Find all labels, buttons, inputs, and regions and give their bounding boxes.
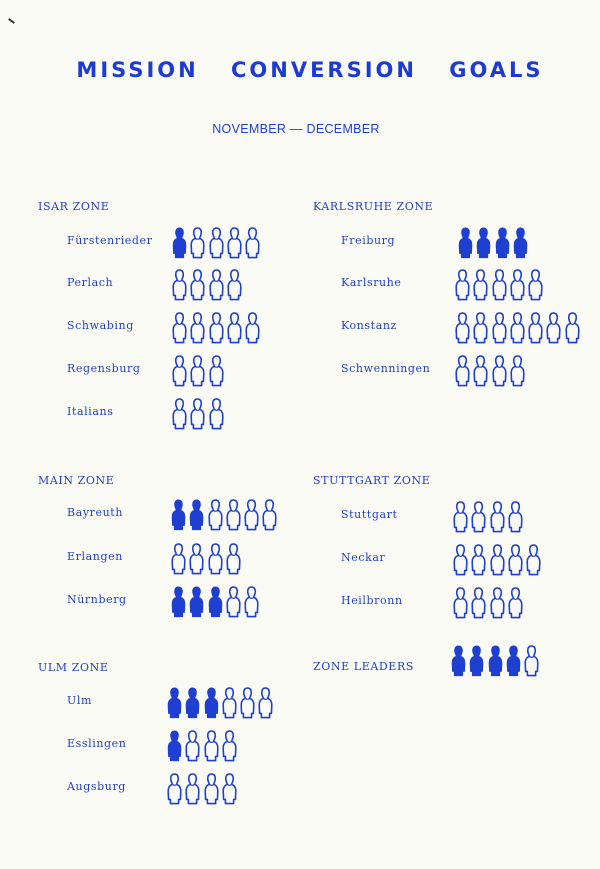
outline-figure-icon bbox=[527, 268, 544, 302]
outline-figure-icon bbox=[470, 543, 487, 577]
mission-row bbox=[67, 224, 307, 260]
outline-figure-icon bbox=[491, 311, 508, 345]
goal-figures bbox=[452, 584, 525, 620]
outline-figure-icon bbox=[509, 311, 526, 345]
outline-figure-icon bbox=[452, 543, 469, 577]
page-title: MISSION CONVERSION GOALS bbox=[76, 58, 544, 82]
outline-figure-icon bbox=[239, 686, 256, 720]
mission-row bbox=[67, 727, 307, 763]
mission-row bbox=[67, 583, 307, 619]
outline-figure-icon bbox=[189, 311, 206, 345]
outline-figure-icon bbox=[226, 311, 243, 345]
mission-name: Italians bbox=[67, 405, 114, 418]
outline-figure-icon bbox=[523, 644, 540, 678]
outline-figure-icon bbox=[208, 226, 225, 260]
mission-row bbox=[67, 395, 307, 431]
mission-row bbox=[341, 266, 596, 302]
filled-figure-icon bbox=[170, 585, 187, 619]
outline-figure-icon bbox=[525, 543, 542, 577]
mission-row bbox=[341, 224, 596, 260]
outline-figure-icon bbox=[188, 542, 205, 576]
goal-figures bbox=[454, 266, 545, 302]
filled-figure-icon bbox=[505, 644, 522, 678]
mission-name: Erlangen bbox=[67, 550, 123, 563]
outline-figure-icon bbox=[221, 729, 238, 763]
outline-figure-icon bbox=[244, 311, 261, 345]
mission-name: Stuttgart bbox=[341, 508, 398, 521]
outline-figure-icon bbox=[208, 354, 225, 388]
outline-figure-icon bbox=[244, 226, 261, 260]
mission-name: Schwabing bbox=[67, 319, 134, 332]
outline-figure-icon bbox=[203, 772, 220, 806]
mission-row bbox=[67, 684, 307, 720]
zone-ulm bbox=[38, 661, 108, 674]
filled-figure-icon bbox=[166, 686, 183, 720]
goal-figures bbox=[171, 224, 262, 260]
outline-figure-icon bbox=[226, 268, 243, 302]
mission-row bbox=[67, 352, 307, 388]
mission-name: Heilbronn bbox=[341, 594, 403, 607]
mission-row bbox=[67, 770, 307, 806]
outline-figure-icon bbox=[184, 729, 201, 763]
outline-figure-icon bbox=[472, 354, 489, 388]
mission-name: Regensburg bbox=[67, 362, 141, 375]
mission-row bbox=[341, 498, 596, 534]
outline-figure-icon bbox=[208, 397, 225, 431]
filled-figure-icon bbox=[203, 686, 220, 720]
filled-figure-icon bbox=[450, 644, 467, 678]
outline-figure-icon bbox=[470, 586, 487, 620]
mission-name: Schwenningen bbox=[341, 362, 431, 375]
outline-figure-icon bbox=[489, 543, 506, 577]
mission-name: Freiburg bbox=[341, 234, 396, 247]
outline-figure-icon bbox=[221, 686, 238, 720]
outline-figure-icon bbox=[207, 542, 224, 576]
outline-figure-icon bbox=[171, 397, 188, 431]
outline-figure-icon bbox=[509, 268, 526, 302]
outline-figure-icon bbox=[243, 498, 260, 532]
goal-figures bbox=[452, 498, 525, 534]
mission-row bbox=[67, 309, 307, 345]
outline-figure-icon bbox=[491, 354, 508, 388]
outline-figure-icon bbox=[189, 226, 206, 260]
zone-title: ULM ZONE bbox=[38, 661, 109, 674]
outline-figure-icon bbox=[221, 772, 238, 806]
filled-figure-icon bbox=[494, 226, 511, 260]
outline-figure-icon bbox=[171, 354, 188, 388]
mission-name: Perlach bbox=[67, 276, 114, 289]
outline-figure-icon bbox=[171, 311, 188, 345]
outline-figure-icon bbox=[509, 354, 526, 388]
goal-figures bbox=[166, 727, 239, 763]
filled-figure-icon bbox=[166, 729, 183, 763]
zone-leaders-figures bbox=[450, 642, 541, 678]
outline-figure-icon bbox=[491, 268, 508, 302]
zone-stuttgart bbox=[313, 474, 430, 487]
goal-figures bbox=[166, 770, 239, 806]
mission-name: Bayreuth bbox=[67, 506, 124, 519]
filled-figure-icon bbox=[184, 686, 201, 720]
filled-figure-icon bbox=[468, 644, 485, 678]
zone-title: MAIN ZONE bbox=[38, 474, 115, 487]
mission-name: Nürnberg bbox=[67, 593, 127, 606]
outline-figure-icon bbox=[225, 498, 242, 532]
mission-name: Augsburg bbox=[67, 780, 126, 793]
filled-figure-icon bbox=[475, 226, 492, 260]
outline-figure-icon bbox=[454, 354, 471, 388]
goal-figures bbox=[171, 352, 226, 388]
goal-figures bbox=[171, 395, 226, 431]
mission-row bbox=[341, 541, 596, 577]
filled-figure-icon bbox=[171, 226, 188, 260]
outline-figure-icon bbox=[452, 586, 469, 620]
zone-title: ISAR ZONE bbox=[38, 200, 110, 213]
outline-figure-icon bbox=[208, 268, 225, 302]
mission-row bbox=[341, 352, 596, 388]
outline-figure-icon bbox=[257, 686, 274, 720]
outline-figure-icon bbox=[226, 226, 243, 260]
outline-figure-icon bbox=[207, 498, 224, 532]
outline-figure-icon bbox=[170, 542, 187, 576]
outline-figure-icon bbox=[184, 772, 201, 806]
filled-figure-icon bbox=[512, 226, 529, 260]
zone-title: KARLSRUHE ZONE bbox=[313, 200, 434, 213]
page-subtitle: NOVEMBER — DECEMBER bbox=[212, 122, 380, 136]
outline-figure-icon bbox=[472, 311, 489, 345]
mission-row bbox=[341, 584, 596, 620]
goal-figures bbox=[171, 266, 244, 302]
zone-karlsruhe bbox=[313, 200, 433, 213]
goal-figures bbox=[170, 583, 261, 619]
mission-row bbox=[67, 496, 307, 532]
outline-figure-icon bbox=[489, 500, 506, 534]
mission-name: Konstanz bbox=[341, 319, 397, 332]
zone-leaders-label: ZONE LEADERS bbox=[313, 660, 414, 673]
outline-figure-icon bbox=[454, 311, 471, 345]
mission-row bbox=[67, 540, 307, 576]
outline-figure-icon bbox=[225, 585, 242, 619]
outline-figure-icon bbox=[203, 729, 220, 763]
goal-figures bbox=[171, 309, 262, 345]
outline-figure-icon bbox=[545, 311, 562, 345]
mission-row bbox=[341, 309, 596, 345]
zone-title: STUTTGART ZONE bbox=[313, 474, 431, 487]
goal-figures bbox=[454, 352, 527, 388]
outline-figure-icon bbox=[564, 311, 581, 345]
filled-figure-icon bbox=[170, 498, 187, 532]
mission-name: Karlsruhe bbox=[341, 276, 402, 289]
outline-figure-icon bbox=[261, 498, 278, 532]
outline-figure-icon bbox=[452, 500, 469, 534]
outline-figure-icon bbox=[243, 585, 260, 619]
outline-figure-icon bbox=[454, 268, 471, 302]
goal-figures bbox=[454, 309, 582, 345]
mission-name: Esslingen bbox=[67, 737, 127, 750]
outline-figure-icon bbox=[507, 543, 524, 577]
filled-figure-icon bbox=[457, 226, 474, 260]
outline-figure-icon bbox=[507, 500, 524, 534]
outline-figure-icon bbox=[189, 397, 206, 431]
outline-figure-icon bbox=[507, 586, 524, 620]
outline-figure-icon bbox=[489, 586, 506, 620]
outline-figure-icon bbox=[166, 772, 183, 806]
outline-figure-icon bbox=[472, 268, 489, 302]
filled-figure-icon bbox=[188, 585, 205, 619]
corner-mark bbox=[8, 18, 15, 24]
outline-figure-icon bbox=[171, 268, 188, 302]
filled-figure-icon bbox=[487, 644, 504, 678]
outline-figure-icon bbox=[189, 354, 206, 388]
filled-figure-icon bbox=[188, 498, 205, 532]
mission-row bbox=[67, 266, 307, 302]
zone-isar bbox=[38, 200, 109, 213]
mission-name: Neckar bbox=[341, 551, 386, 564]
goal-figures bbox=[170, 540, 243, 576]
goal-figures bbox=[452, 541, 543, 577]
outline-figure-icon bbox=[225, 542, 242, 576]
outline-figure-icon bbox=[189, 268, 206, 302]
mission-name: Ulm bbox=[67, 694, 93, 707]
mission-name: Fürstenrieder bbox=[67, 234, 153, 247]
goal-figures bbox=[166, 684, 276, 720]
goal-figures bbox=[170, 496, 280, 532]
outline-figure-icon bbox=[208, 311, 225, 345]
outline-figure-icon bbox=[527, 311, 544, 345]
outline-figure-icon bbox=[470, 500, 487, 534]
zone-main bbox=[38, 474, 114, 487]
goal-figures bbox=[457, 224, 530, 260]
filled-figure-icon bbox=[207, 585, 224, 619]
